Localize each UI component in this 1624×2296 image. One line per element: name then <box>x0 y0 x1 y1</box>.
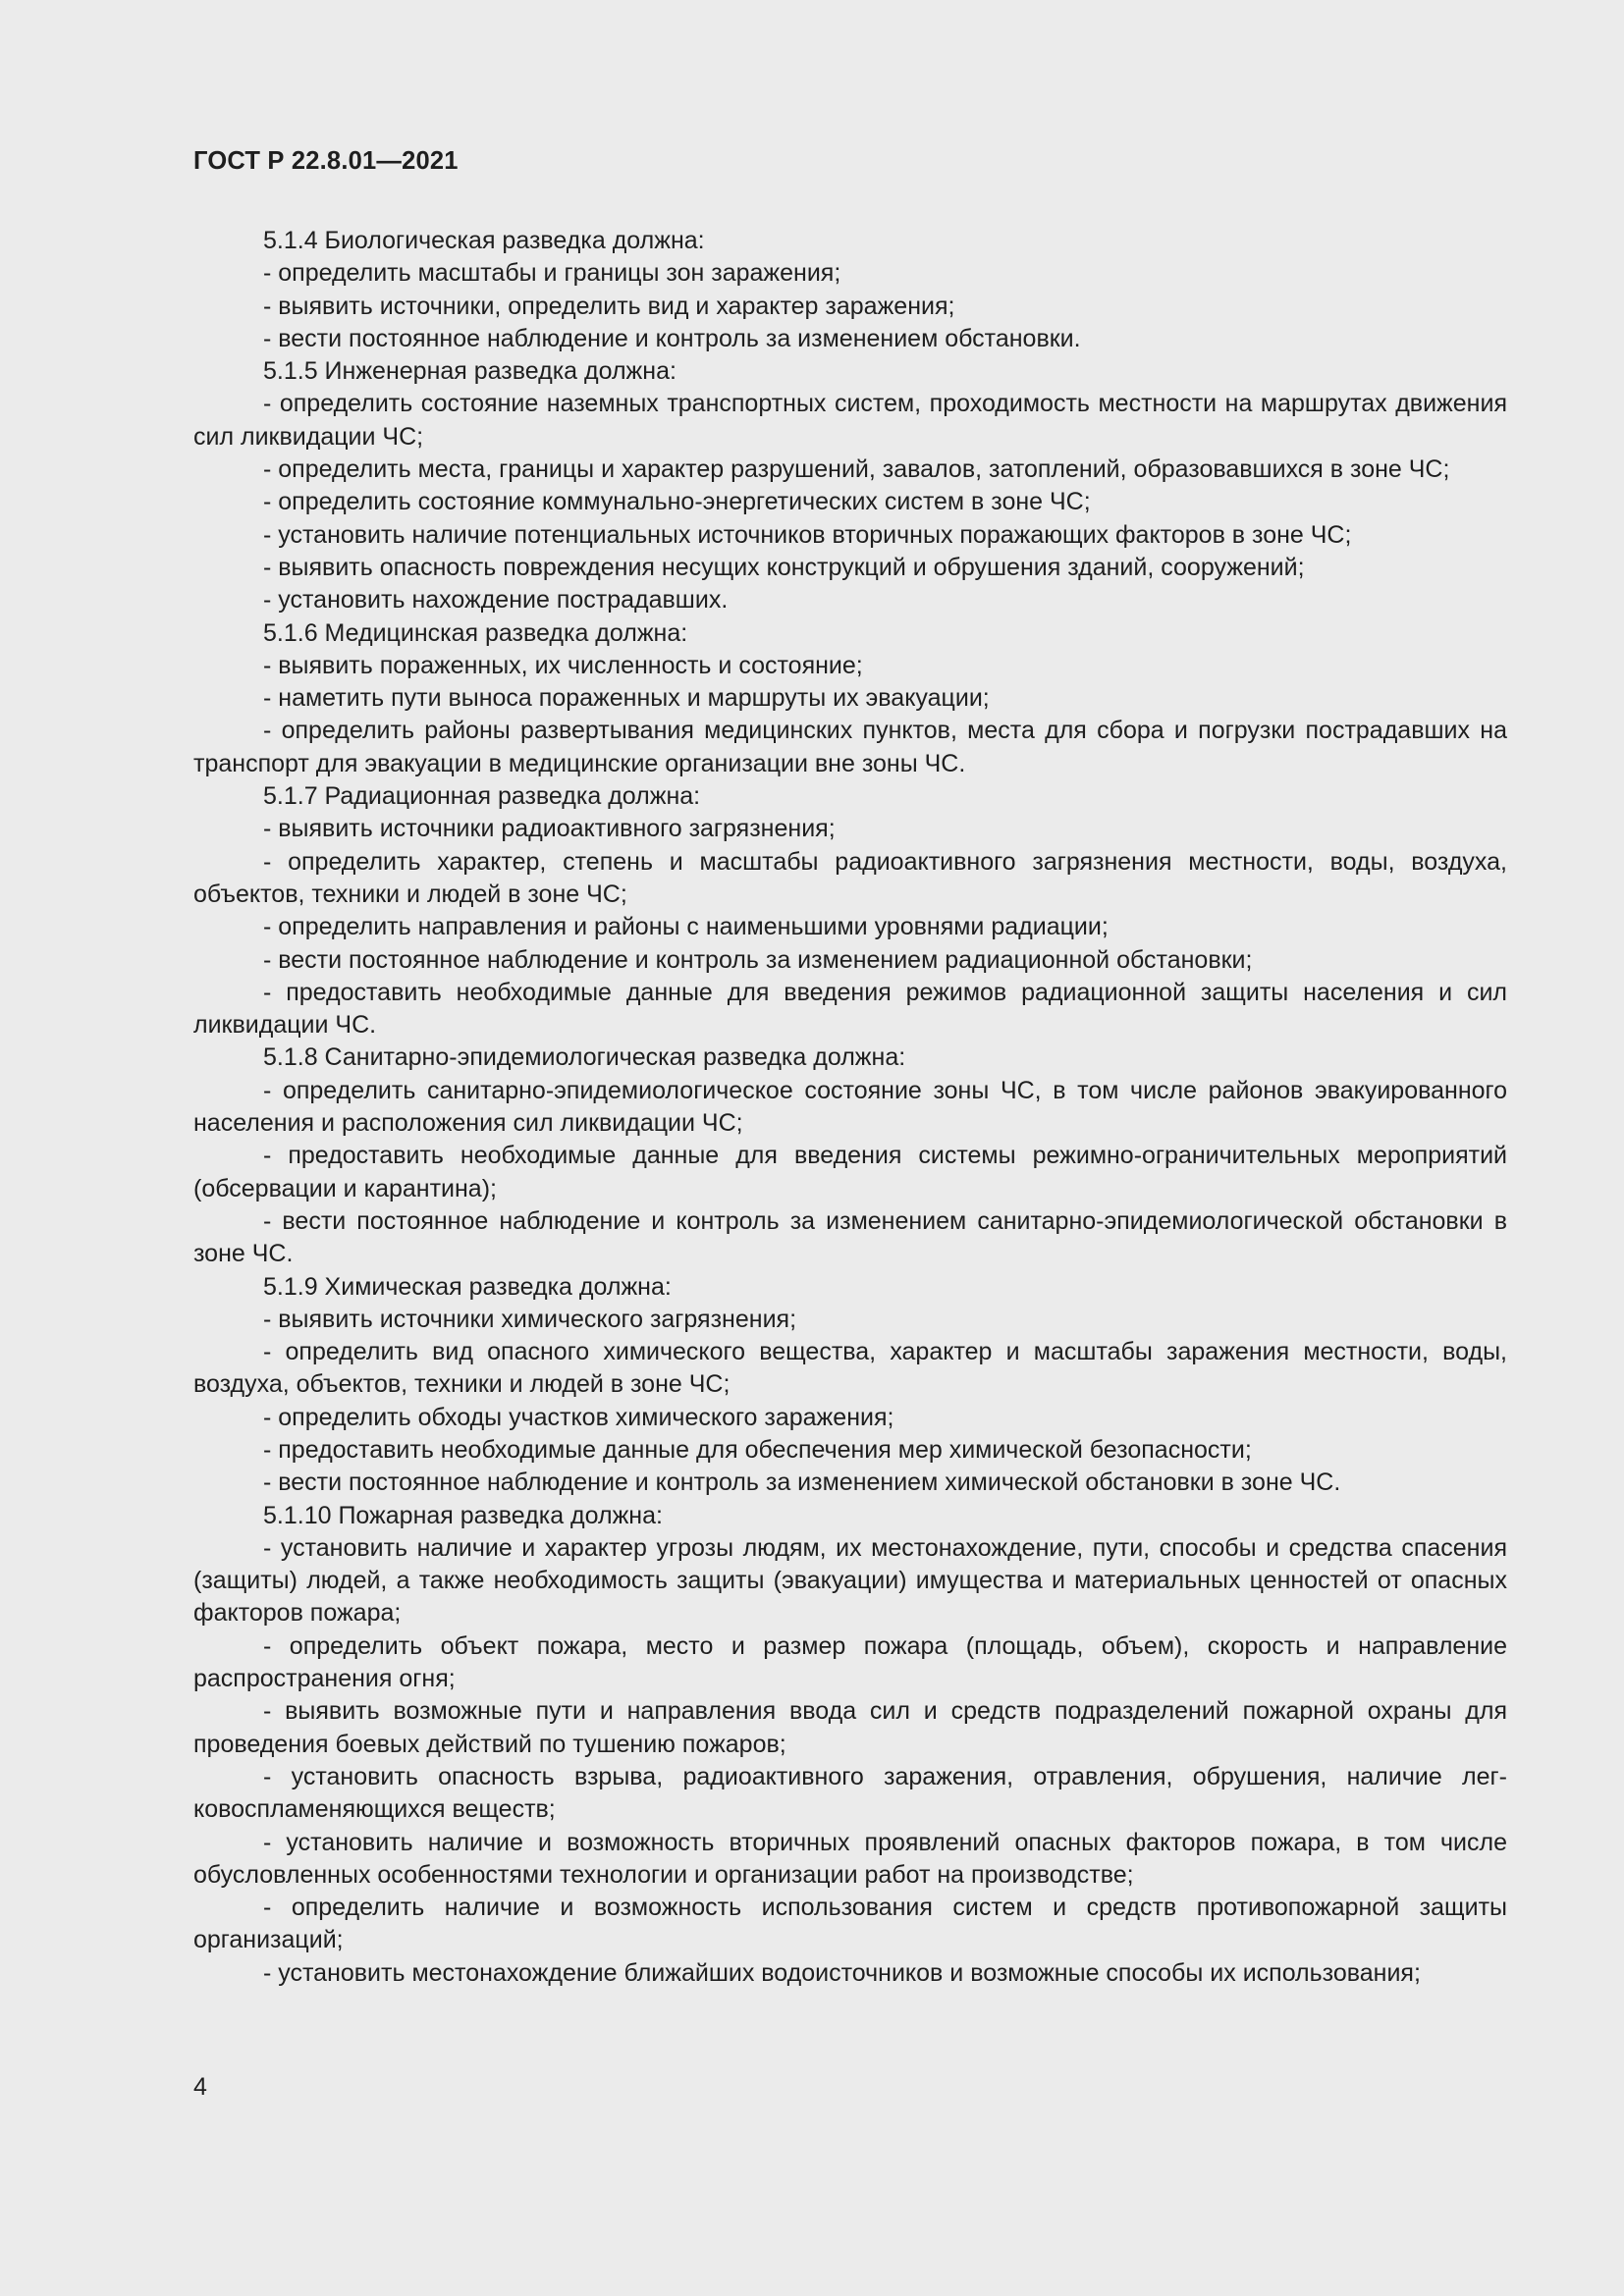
list-item: - установить нахождение пострадавших. <box>263 586 729 614</box>
list-item: - выявить возможные пути и направления ввода сил и средств подразделений пожарной охраны для проведения боевых действий по тушению пожаров; <box>193 1697 1507 1758</box>
section-heading: 5.1.7 Радиационная разведка должна: <box>263 782 701 811</box>
section-heading: 5.1.10 Пожарная разведка должна: <box>263 1501 663 1529</box>
list-item: - наметить пути выноса пораженных и маршруты их эвакуации; <box>263 684 990 713</box>
list-item: - предоставить необходимые данные для введения режимов радиационной защиты населения и сил ликвидации ЧС. <box>193 978 1507 1040</box>
list-item: - вести постоянное наблюдение и контроль за изменением обстановки. <box>263 324 1081 352</box>
list-item: - предоставить необходимые данные для введения системы режимно-ограничительных мероприятий (обсервации и карантина); <box>193 1142 1507 1202</box>
list-item: - вести постоянное наблюдение и контроль за изменением радиационной обстановки; <box>263 945 1253 974</box>
list-item: - определить масштабы и границы зон заражения; <box>263 259 841 288</box>
list-item: - установить местонахождение ближайших водоисточников и возможные способы их использования; <box>263 1958 1421 1987</box>
list-item: - выявить источники радиоактивного загрязнения; <box>263 815 836 843</box>
list-item: - определить районы развертывания медицинских пунктов, места для сбора и погрузки пострадавших на транспорт для эвакуации в медицинские организации вне зоны ЧС. <box>193 717 1507 777</box>
list-item: - определить вид опасного химического вещества, характер и масштабы заражения местности, воды, воздуха, объектов, техники и людей в зоне ЧС; <box>193 1338 1507 1399</box>
list-item: - определить наличие и возможность использования систем и средств противопожарной защиты организаций; <box>193 1894 1507 1954</box>
list-item: - выявить пораженных, их численность и состояние; <box>263 651 863 679</box>
list-item: - установить наличие и характер угрозы людям, их местонахождение, пути, способы и средства спасения (защиты) людей, а также необходимость защиты (эвакуации) имущества и материальных ценностей от опасных факторов пожара; <box>193 1533 1507 1628</box>
section-heading: 5.1.9 Химическая разведка должна: <box>263 1272 672 1301</box>
list-item: - выявить опасность повреждения несущих конструкций и обрушения зданий, сооружений; <box>263 553 1305 581</box>
list-item: - определить санитарно-эпидемиологическое состояние зоны ЧС, в том числе районов эвакуированного населения и расположения сил ликвидации ЧС; <box>193 1076 1507 1138</box>
list-item: - установить опасность взрыва, радиоактивного заражения, отравления, обрушения, наличие легковоспламеняющихся веществ; <box>193 1762 1507 1824</box>
list-item: - выявить источники химического загрязнения; <box>263 1305 797 1333</box>
section-heading: 5.1.5 Инженерная разведка должна: <box>263 357 677 386</box>
section-heading: 5.1.4 Биологическая разведка должна: <box>263 227 705 254</box>
list-item: - определить места, границы и характер разрушений, завалов, затоплений, образовавшихся в зоне ЧС; <box>263 455 1450 484</box>
list-item: - вести постоянное наблюдение и контроль за изменением санитарно-эпидемиологической обстановки в зоне ЧС. <box>193 1206 1507 1268</box>
list-item: - определить состояние коммунально-энергетических систем в зоне ЧС; <box>263 488 1091 516</box>
list-item: - определить состояние наземных транспортных систем, проходимость местности на маршрутах движения сил ликвидации ЧС; <box>193 390 1507 451</box>
page-number: 4 <box>193 2073 207 2101</box>
list-item: - установить наличие и возможность вторичных проявлений опасных факторов пожара, в том числе обусловленных особенностями технологии и организации работ на производстве; <box>193 1828 1507 1889</box>
list-item: - определить характер, степень и масштабы радиоактивного загрязнения местности, воды, воздуха, объектов, техники и людей в зоне ЧС; <box>193 847 1507 908</box>
list-item: - выявить источники, определить вид и характер заражения; <box>263 292 955 320</box>
section-heading: 5.1.8 Санитарно-эпидемиологическая разведка должна: <box>263 1043 906 1072</box>
document-header: ГОСТ Р 22.8.01—2021 <box>193 147 459 175</box>
list-item: - предоставить необходимые данные для обеспечения мер химической безопасности; <box>263 1435 1252 1464</box>
list-item: - установить наличие потенциальных источников вторичных поражающих факторов в зоне ЧС; <box>263 520 1352 549</box>
section-heading: 5.1.6 Медицинская разведка должна: <box>263 618 688 647</box>
list-item: - определить объект пожара, место и размер пожара (площадь, объем), скорость и направление распространения огня; <box>193 1631 1507 1693</box>
document-body <box>193 225 1507 1990</box>
list-item: - определить направления и районы с наименьшими уровнями радиации; <box>263 913 1109 941</box>
list-item: - вести постоянное наблюдение и контроль за изменением химической обстановки в зоне ЧС. <box>263 1468 1341 1497</box>
list-item: - определить обходы участков химического заражения; <box>263 1403 894 1431</box>
